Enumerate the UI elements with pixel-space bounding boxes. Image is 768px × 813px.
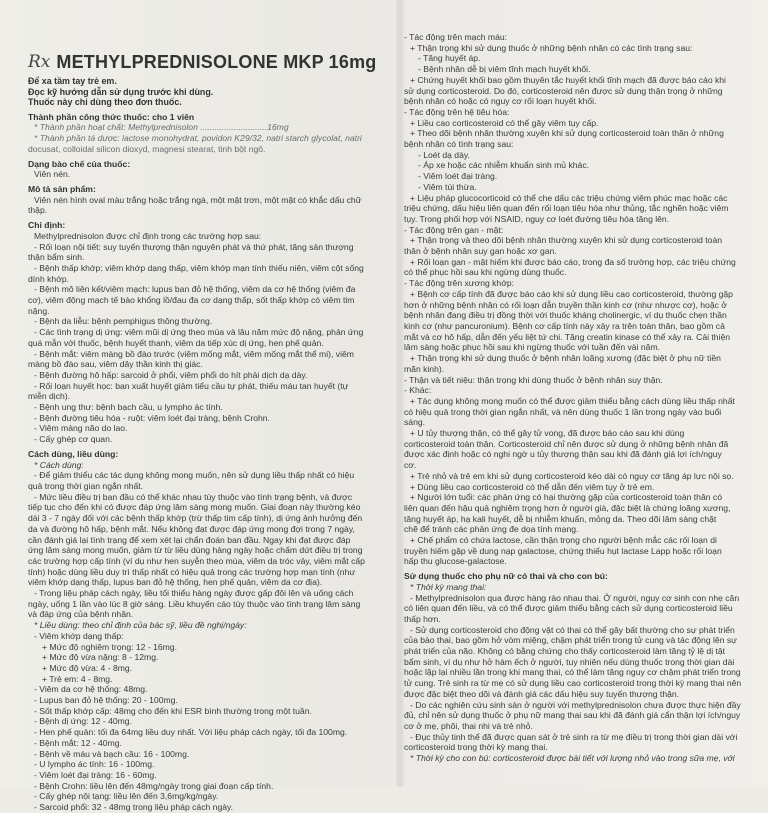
text-line: tiếp tục cho đến khi có được đáp ứng lâm sàng mong muốn. Giai đoạn này thường kéo [28, 502, 361, 513]
text-line: - Tác động trên xương khớp: [404, 278, 515, 289]
text-line: cơ ở mẹ, phôi, thai nhi và trẻ nhỏ. [404, 721, 533, 731]
text-line: dài 3 - 7 ngày đối với các bệnh thấp khớp (trừ thấp tim cấp tính), dị ứng ảnh hưởng đến [28, 513, 363, 524]
text-line: - Viêm khớp dạng thấp: [34, 630, 124, 641]
text-line: - Loét dạ dày. [418, 149, 470, 160]
text-line: cơ), viêm động mạch tế bào khổng lồ/đau đa cơ dạng thấp, sốt thấp khớp có viêm tim [28, 295, 355, 306]
section-heading: Cách dùng, liều dùng: [28, 448, 119, 459]
text-line: - Trong liệu pháp cách ngày, liều tối thiểu hàng ngày được gấp đôi lên và uống cách [34, 588, 354, 599]
text-line: - Bệnh da liễu: bệnh pemphigus thông thường. [34, 316, 213, 327]
text-line: + Dùng liều cao corticosteroid có thể dẫn đến viêm tụy ở trẻ em. [410, 481, 655, 492]
text-line: bệnh nhân đang điều trị đồng thời với thuốc kháng cholinergic, ví dụ thuốc chẹn thần [404, 310, 727, 321]
text-line: được đặc biệt theo dõi và đánh giá các dấu hiệu suy tuyến thượng thận. [404, 688, 680, 699]
text-line: - Lupus ban đỏ hệ thống: 20 - 100mg. [34, 695, 178, 706]
text-line: phát triển của não. Không có bằng chứng cho thấy corticosteroid làm tăng tỷ lệ dị tật [404, 646, 726, 657]
text-line: chẽ để tránh các phản ứng đe dọa tính mạng. [404, 524, 579, 535]
text-line: - Tăng huyết áp. [418, 53, 481, 64]
text-line: da và đường hô hấp, bệnh mắt. Nếu không đạt được đáp ứng mong đợi trong 7 ngày, [28, 523, 355, 534]
text-line: hơn ở những bệnh nhân có rối loạn dẫn truyền thần kinh cơ (như nhược cơ), hoặc ở [404, 299, 727, 310]
text-line: + U tủy thượng thận, có thể gây tử vong, đã được báo cáo sau khi dùng [410, 428, 685, 439]
warning-line: Thuốc này chỉ dùng theo đơn thuốc. [28, 97, 182, 108]
drug-title: METHYLPREDNISOLONE MKP 16mg [56, 52, 377, 73]
text-line: - Viêm loét đại tràng: 16 - 60mg. [34, 769, 157, 780]
text-line: đủ, chỉ nên sử dụng thuốc ở phụ nữ mang thai sau khi đã đánh giá cẩn thận lợi ích/nguy [404, 710, 741, 721]
text-line: + Người lớn tuổi: các phản ứng có hại thường gặp của corticosteroid toàn thân có [410, 492, 722, 503]
text-line: corticosteroid trong thời kỳ mang thai. [404, 742, 548, 753]
text-line: * Cách dùng: [34, 459, 84, 470]
text-line: truyền hiếm gặp về dung nạp galactose, chứng thiếu hụt lactase Lapp hoặc rối loạn [404, 545, 722, 556]
text-line: - Rối loạn huyết học: ban xuất huyết giảm tiểu cầu tự phát, thiếu máu tan huyết (tự [34, 380, 349, 391]
text-line: có liên quan đến liều, và có thể được giảm thiểu bằng cách sử dụng corticosteroid liều [404, 603, 733, 614]
text-line: + Chế phẩm có chứa lactose, cần thận trọng cho người bệnh mắc các rối loạn di [410, 535, 717, 546]
left-body [28, 112, 396, 813]
text-line: hấp thu glucose-galactose. [404, 556, 507, 567]
section-heading: Chỉ định: [28, 220, 66, 231]
text-line: ngày, uống 1 lần vào lúc 8 giờ sáng. Liều khuyến cáo tùy thuộc vào tình trạng lâm sàng [28, 598, 361, 609]
text-line: docusat, colloidal silicon dioxyd, magnesi stearat, tinh bột ngô. [28, 143, 266, 154]
text-line: lâm sàng hoặc phục hồi sau khi ngừng thuốc với tuần đến vài năm. [404, 342, 660, 353]
text-line: - Viêm màng não do lao. [34, 423, 128, 434]
warning-line: Đọc kỹ hướng dẫn sử dụng trước khi dùng. [28, 86, 214, 97]
text-line: triệu chứng, dấu hiệu liên quan đến rối loạn tiêu hóa như thủng, tắc nghẽn hoặc viêm [404, 203, 729, 214]
text-line: - Tác động trên mạch máu: [404, 32, 508, 42]
text-line: - Cấy ghép cơ quan. [34, 434, 113, 445]
text-line: cần đánh giá lại tình trạng để xem xét lại chẩn đoán ban đầu. Ngay khi đạt được đáp [28, 534, 351, 545]
section-heading: Mô tả sản phẩm: [28, 184, 96, 194]
text-line: và đáp ứng của bệnh nhân. [28, 609, 134, 620]
text-line: - Viêm túi thừa. [418, 181, 477, 192]
warning-block [28, 76, 396, 108]
text-line: - Methylprednisolon qua được hàng rào nhau thai. Ở người, nguy cơ sinh con nhẹ cân [410, 592, 740, 603]
text-line: - Sarcoid phổi: 32 - 48mg trong liệu pháp cách ngày. [34, 802, 234, 813]
text-line: - Do các nghiên cứu sinh sản ở người với methylprednisolon chưa được thực hiện đầy [410, 699, 741, 710]
text-line: + Mức độ vừa: 4 - 8mg. [42, 662, 133, 673]
text-line: sáng. [404, 417, 426, 428]
text-line: thấp hơn. [404, 613, 441, 624]
text-line: corticosteroid toàn thân. Corticosteroid chỉ nên được sử dụng ở những bệnh nhân đã [404, 438, 729, 449]
text-line: - Bệnh về máu và bạch cầu: 16 - 100mg. [34, 748, 190, 759]
text-line: - Đục thủy tinh thể đã được quan sát ở trẻ sinh ra từ mẹ điều trị trong thời gian dài với [410, 731, 738, 742]
text-line: nặng. [28, 305, 50, 316]
text-line: - Bệnh đường tiêu hóa - ruột: viêm loét đại tràng, bệnh Crohn. [34, 412, 270, 423]
text-line: - Mức liều điều trị ban đầu có thể khác nhau tùy thuộc vào tình trạng bệnh, và được [34, 491, 353, 502]
text-line: - Thận và tiết niệu: thận trọng khi dùng thuốc ở bệnh nhân suy thận. [404, 374, 663, 385]
page-fold [396, 0, 404, 787]
text-line: + Mức độ vừa nặng: 8 - 12mg. [42, 652, 159, 663]
text-line: + Thận trọng khi sử dụng thuốc ở những bệnh nhân có các tình trạng sau: [410, 42, 693, 53]
warning-line: Để xa tầm tay trẻ em. [28, 76, 117, 86]
text-line: có thể phục hồi sau khi ngừng dùng thuốc. [404, 267, 567, 278]
section-heading: Thành phần công thức thuốc: cho 1 viên [28, 111, 195, 122]
text-line: * Thành phần tá dược: lactose monohydrat, povidon K29/32, natri starch glycolat, natri [34, 133, 362, 144]
text-line: tính) hoặc dùng liều duy trì thấp nhất có hiệu quả trong các trường hợp mạn tính (như [28, 566, 356, 577]
text-line: - Bệnh ung thư: bệnh bạch cầu, u lympho ác tính. [34, 402, 223, 413]
text-line: Viên nén. [34, 169, 71, 180]
text-line: sử dụng corticosteroid. Do đó, corticosteroid nên được sử dụng thận trọng ở những [404, 85, 723, 96]
text-line: - Bệnh nhân dễ bị viêm tĩnh mạch huyết khối. [418, 64, 591, 75]
text-line: - Viêm loét đại tràng. [418, 171, 498, 182]
text-line: tăng huyết áp, hạ kali huyết, dễ bị nhiễm khuẩn, mỏng da. Theo dõi lâm sàng chặt [404, 513, 717, 524]
text-line: - Tác động trên gan - mật: [404, 224, 504, 235]
text-line: + Thận trọng khi sử dụng thuốc ở bệnh nhân loãng xương (đặc biệt ở phụ nữ tiền [410, 353, 721, 364]
text-line: thân ở bệnh nhân suy gan hoặc xơ gan. [404, 246, 557, 257]
text-line: - Cấy ghép nội tạng: liều lên đến 3,6mg/kg/ngày. [34, 791, 219, 802]
text-line: + Thận trọng và theo dõi bệnh nhân thường xuyên khi sử dụng corticosteroid toàn [410, 235, 723, 246]
text-line: - Sốt thấp khớp cấp: 48mg cho đến khi ESR bình thường trong một tuần. [34, 705, 312, 716]
text-line: - Viêm da cơ hệ thống: 48mg. [34, 684, 148, 695]
text-line: dính khớp. [28, 273, 69, 284]
text-line: - Tác động trên hệ tiêu hóa: [404, 106, 510, 117]
text-line: - Khác: [404, 385, 432, 396]
text-line: liên quan đến hậu quả nghiêm trọng hơn ở người già, đặc biệt là chứng loãng xương, [404, 502, 731, 513]
text-line: - Bệnh Crohn: liều lên đến 48mg/ngày trong giai đoạn cấp tính. [34, 780, 274, 791]
text-line: quá mẫn với thuốc, bệnh huyết thanh, viêm da tiếp xúc dị ứng, hen phế quản. [28, 337, 324, 348]
text-line: hoặc lặp lại nhiều lần trong khi mang thai, có thể làm tăng nguy cơ chậm phát triển trong [404, 667, 741, 678]
text-line: - Áp xe hoặc các nhiễm khuẩn sinh mủ khác. [418, 160, 590, 171]
text-line: - Bệnh mô liên kết/viêm mạch: lupus ban đỏ hệ thống, viêm da cơ hệ thống (viêm đa [34, 284, 356, 295]
text-line: các trường hợp cấp tính (ví dụ như hen suyễn theo mùa, viêm da tróc vảy, viêm mắt cấp [28, 555, 365, 566]
text-line: - Để giảm thiểu các tác dụng không mong muốn, nên sử dụng liều thấp nhất có hiệu [34, 470, 355, 481]
text-line: mắt và cơ hô hấp, dẫn đến yếu liệt tứ chi. Tăng creatin kinase có thể xảy ra. Cải thiện [404, 331, 731, 342]
text-line: mãn kinh). [404, 363, 445, 374]
text-line: * Thời kỳ mang thai: [410, 581, 487, 592]
text-line: bệnh nhân có hoặc có nguy cơ rối loạn huyết khối. [404, 96, 597, 107]
text-line: - Bệnh thấp khớp: viêm khớp dạng thấp, viêm khớp mạn tính thiếu niên, viêm cột sống [34, 262, 364, 273]
text-line: + Rối loạn gan - mật hiếm khi được báo cáo, trong đa số trường hợp, các triệu chứng [410, 256, 736, 267]
text-line: + Tác dụng không mong muốn có thể được giảm thiểu bằng cách dùng liều thấp nhất [410, 395, 735, 406]
text-line: - Sử dụng corticosteroid cho động vật có thai có thể gây bất thường cho sự phát triển [410, 624, 735, 635]
header [28, 42, 396, 73]
text-line: * Thành phần hoạt chất: Methylprednisolon ............................16mg [34, 122, 289, 133]
text-line: - Các tình trạng dị ứng: viêm mũi dị ứng theo mùa và lâu năm mức độ nặng, phản ứng [34, 327, 364, 338]
text-line: - Bệnh dị ứng: 12 - 40mg. [34, 716, 132, 727]
text-line: - Bệnh đường hô hấp: sarcoid ở phổi, viêm phổi do hít phải dịch dạ dày. [34, 369, 308, 380]
text-line: bệnh nhân có tình trạng sau: [404, 139, 514, 150]
text-line: ứng lâm sàng mong muốn, giảm từ từ liều dùng hàng ngày hoặc chấm dứt điều trị trong [28, 545, 363, 556]
text-line: - Rối loạn nội tiết: suy tuyến thượng thận nguyên phát và thứ phát, tăng sản thượng [34, 241, 354, 252]
text-line: + Trẻ em: 4 - 8mg. [42, 673, 113, 684]
section-heading: Dạng bào chế của thuốc: [28, 158, 131, 169]
rx-symbol: Rx [28, 52, 51, 73]
text-line: viêm khớp dạng thấp, lupus ban đỏ hệ thống, hen phế quản, viêm da cơ địa). [28, 577, 323, 588]
text-line: + Chứng huyết khối bao gồm thuyên tắc huyết khối tĩnh mạch đã được báo cáo khi [410, 74, 726, 85]
text-line: - U lympho ác tính: 16 - 100mg. [34, 759, 155, 770]
text-line: thận bẩm sinh. [28, 252, 85, 263]
text-line: - Hen phế quản: tối đa 64mg liều duy nhất. Với liệu pháp cách ngày, tối đa 100mg. [34, 727, 348, 738]
text-line: + Trẻ nhỏ và trẻ em khi sử dụng corticosteroid kéo dài có nguy cơ tăng áp lực nội sọ. [410, 470, 734, 481]
text-line: quả trong thời gian ngắn nhất. [28, 480, 144, 491]
text-line: - Bệnh mắt: viêm màng bồ đào trước (viêm mống mắt, viêm mống mắt thể mi), viêm [34, 348, 354, 359]
text-line: miễn dịch). [28, 391, 71, 402]
left-column [28, 0, 396, 813]
text-line: tụy. Trong phối hợp với NSAID, nguy cơ loét đường tiêu hóa tăng lên. [404, 213, 670, 224]
text-line: + Mức độ nghiêm trọng: 12 - 16mg. [42, 641, 177, 652]
text-line: được xác định hoặc có nghi ngờ u tủy thượng thận sau khi đã đánh giá lợi ích/nguy [404, 449, 722, 460]
right-column [404, 0, 756, 787]
text-line: + Liều cao corticosteroid có thể gây viêm tụy cấp. [410, 117, 599, 128]
text-line: có hiệu quả trong thời gian ngắn nhất, và nên dùng thuốc 1 lần trong ngày vào buổi [404, 406, 722, 417]
text-line: + Theo dõi bệnh nhân thường xuyên khi sử dụng corticosteroid toàn thân ở những [410, 128, 724, 139]
text-line: * Liều dùng: theo chỉ định của bác sỹ, liều đề nghị/ngày: [34, 620, 247, 631]
text-line: thập. [28, 205, 48, 216]
right-body [404, 32, 756, 764]
text-line: cơ. [404, 460, 417, 471]
text-line: Viên nén hình oval màu trắng hoặc trắng ngà, một mặt trơn, một mặt có khắc dấu chữ [34, 194, 362, 205]
text-line: tử cung. Trẻ sinh ra từ mẹ có sử dụng liều cao corticosteroid trong thời kỳ mang thai nên [404, 678, 742, 689]
text-line: Methylprednisolon được chỉ định trong các trường hợp sau: [34, 230, 262, 241]
text-line: - Bệnh mắt: 12 - 40mg. [34, 737, 122, 748]
text-line: kinh cơ (như pancuronium). Bệnh cơ cấp tính này xảy ra trên toàn thân, bao gồm cả [404, 320, 725, 331]
section-heading: Sử dụng thuốc cho phụ nữ có thai và cho con bú: [404, 571, 608, 582]
text-line: màng bồ đào sau, viêm dây thần kinh thị giác. [28, 359, 203, 370]
text-line: bẩm sinh, ví dụ như hở hàm ếch ở người, tuy nhiên nếu dùng thuốc trong thời gian dài [404, 656, 735, 667]
text-line: + Bệnh cơ cấp tính đã được báo cáo khi sử dụng liều cao corticosteroid, thường gặp [410, 288, 733, 299]
text-line: + Liệu pháp glucocorticoid có thể che dấu các triệu chứng viêm phúc mạc hoặc các [410, 192, 728, 203]
text-line: * Thời kỳ cho con bú: corticosteroid được bài tiết với lượng nhỏ vào trong sữa mẹ, với [410, 753, 735, 764]
text-line: của bào thai, bao gồm hở vòm miệng, chậm phát triển trong tử cung và tác động lên sự [404, 635, 737, 646]
